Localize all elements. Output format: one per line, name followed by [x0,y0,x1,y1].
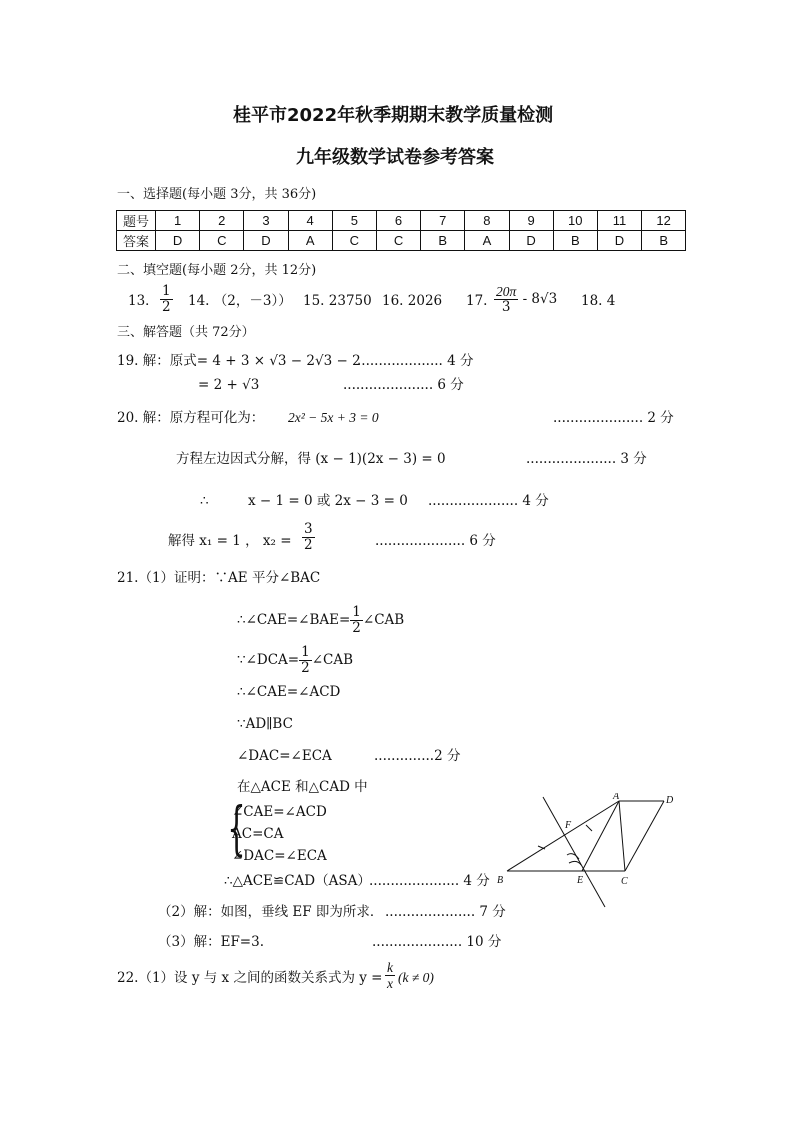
q20-score1: ..................... 2 分 [553,410,674,426]
label-d: D [666,795,674,806]
fraction [302,522,315,553]
segment-ab [507,801,619,871]
step-text: ∵∠DCA= [237,652,300,668]
exam-title: 桂平市2022年秋季期期末教学质量检测 [233,105,554,126]
q21-step5: ∠DAC=∠ECA [237,748,332,764]
table-cell: D [597,231,641,251]
table-cell: 10 [553,211,597,231]
q21-system-line1: ∠CAE=∠ACD [232,804,327,820]
q20-line3: x − 1 = 0 或 2x − 3 = 0 [248,493,408,509]
table-cell: D [509,231,553,251]
fraction [350,605,363,636]
q21-score-step7: ..................... 4 分 [369,873,490,889]
table-cell: 11 [597,211,641,231]
segment-cd [625,801,664,871]
table-row-questions [117,211,686,231]
q22-condition: (k ≠ 0) [398,970,434,985]
denominator: 2 [301,660,310,676]
q21-step2 [237,645,353,676]
q20-equation: 2x² − 5x + 3 = 0 [288,410,379,425]
q21-part3: （3）解：EF=3. [158,934,265,950]
table-row-answers [117,231,686,251]
q21-part1-head: 21.（1）证明：∵AE 平分∠BAC [117,570,321,586]
q17-label: 17. [466,293,488,309]
section2-heading: 二、填空题(每小题 2分，共 12分) [117,263,317,278]
fraction [494,284,518,315]
step-text: ∴∠CAE=∠BAE= [237,612,351,628]
q22-fraction [385,960,395,991]
denominator: x [387,976,393,991]
q21-system-line2: AC=CA [232,826,284,842]
q21-system-line3: ∠DAC=∠ECA [232,848,327,864]
q21-score-part2: ..................... 7 分 [385,904,506,920]
q20-line2: 方程左边因式分解，得 (x − 1)(2x − 3) = 0 [176,451,446,467]
row-label-question: 题号 [117,211,156,231]
q19-score2: ..................... 6 分 [343,377,464,393]
q19-line1: 19. 解：原式= 4 + 3 × √3 − 2√3 − 2 [117,353,361,369]
table-cell: B [421,231,465,251]
q19-line2: = 2 + √3 [198,377,260,393]
section3-heading: 三、解答题（共 72分） [117,325,255,340]
system-brace: { [227,794,246,862]
denominator: 2 [352,620,361,636]
q16-answer: 16. 2026 [382,293,443,309]
numerator: 3 [304,521,313,537]
q21-score-part3: ..................... 10 分 [372,934,502,950]
fraction [299,645,312,676]
q17-answer [494,284,557,315]
numerator: k [387,960,393,975]
table-cell: A [465,231,509,251]
q21-part2: （2）解：如图，垂线 EF 即为所求． [158,904,384,920]
q13-answer [160,284,173,315]
table-cell: 6 [376,211,420,231]
q20-score4: ..................... 6 分 [375,533,496,549]
numerator: 1 [301,644,310,660]
table-cell: 12 [642,211,686,231]
table-cell: 5 [332,211,376,231]
q21-step6: 在△ACE 和△CAD 中 [237,779,368,795]
q21-step7: ∴△ACE≌CAD（ASA） [224,873,371,889]
answer-table [116,210,686,251]
table-cell: C [332,231,376,251]
fraction [385,960,395,991]
therefore-symbol: ∴ [200,493,209,509]
q21-score-step5: ..............2 分 [374,748,461,764]
table-cell: 3 [244,211,288,231]
q20-x2-fraction [302,522,315,553]
table-cell: B [553,231,597,251]
perpendicular-line [543,797,605,907]
q21-step1 [237,605,404,636]
tick-mark [586,825,592,831]
table-cell: 4 [288,211,332,231]
q15-answer: 15. 23750 [303,293,372,309]
label-b: B [497,875,504,886]
q18-answer: 18. 4 [581,293,616,309]
table-cell: 7 [421,211,465,231]
q20-line4: 解得 x₁ = 1 ， x₂ = [168,533,292,549]
table-cell: C [376,231,420,251]
table-cell: C [200,231,244,251]
denominator: 3 [501,299,511,315]
table-cell: D [244,231,288,251]
label-f: F [565,820,572,831]
table-cell: D [156,231,200,251]
numerator: 1 [352,604,361,620]
q20-score3: ..................... 4 分 [428,493,549,509]
table-cell: 9 [509,211,553,231]
q20-score2: ..................... 3 分 [526,451,647,467]
step-text: ∠CAB [311,652,354,668]
label-e: E [577,875,584,886]
q21-step3: ∴∠CAE=∠ACD [237,684,341,700]
table-cell: A [288,231,332,251]
fraction [160,284,173,315]
numerator: 20π [496,284,517,299]
q14-answer: 14. （2，－3）） [188,293,292,309]
answer-key-title: 九年级数学试卷参考答案 [296,147,494,168]
q13-label: 13． [128,293,159,309]
q19-score1: .................... 4 分 [357,353,474,369]
denominator: 2 [162,299,171,315]
section1-heading: 一、选择题(每小题 3分，共 36分) [117,187,317,202]
step-text: ∠CAB [362,612,405,628]
table-cell: 1 [156,211,200,231]
numerator: 1 [162,283,171,299]
geometry-figure [493,793,693,913]
q17-tail: - 8√3 [522,291,558,307]
segment-ae [582,801,619,871]
table-cell: 8 [465,211,509,231]
label-a: A [613,793,620,802]
q21-step4: ∵AD∥BC [237,716,293,732]
q20-line1: 20. 解：原方程可化为： [117,410,265,426]
denominator: 2 [304,537,313,553]
table-cell: B [642,231,686,251]
q22-line1: 22.（1）设 y 与 x 之间的函数关系式为 y = [117,970,383,986]
table-cell: 2 [200,211,244,231]
label-c: C [621,876,628,887]
segment-ac [619,801,625,871]
row-label-answer: 答案 [117,231,156,251]
